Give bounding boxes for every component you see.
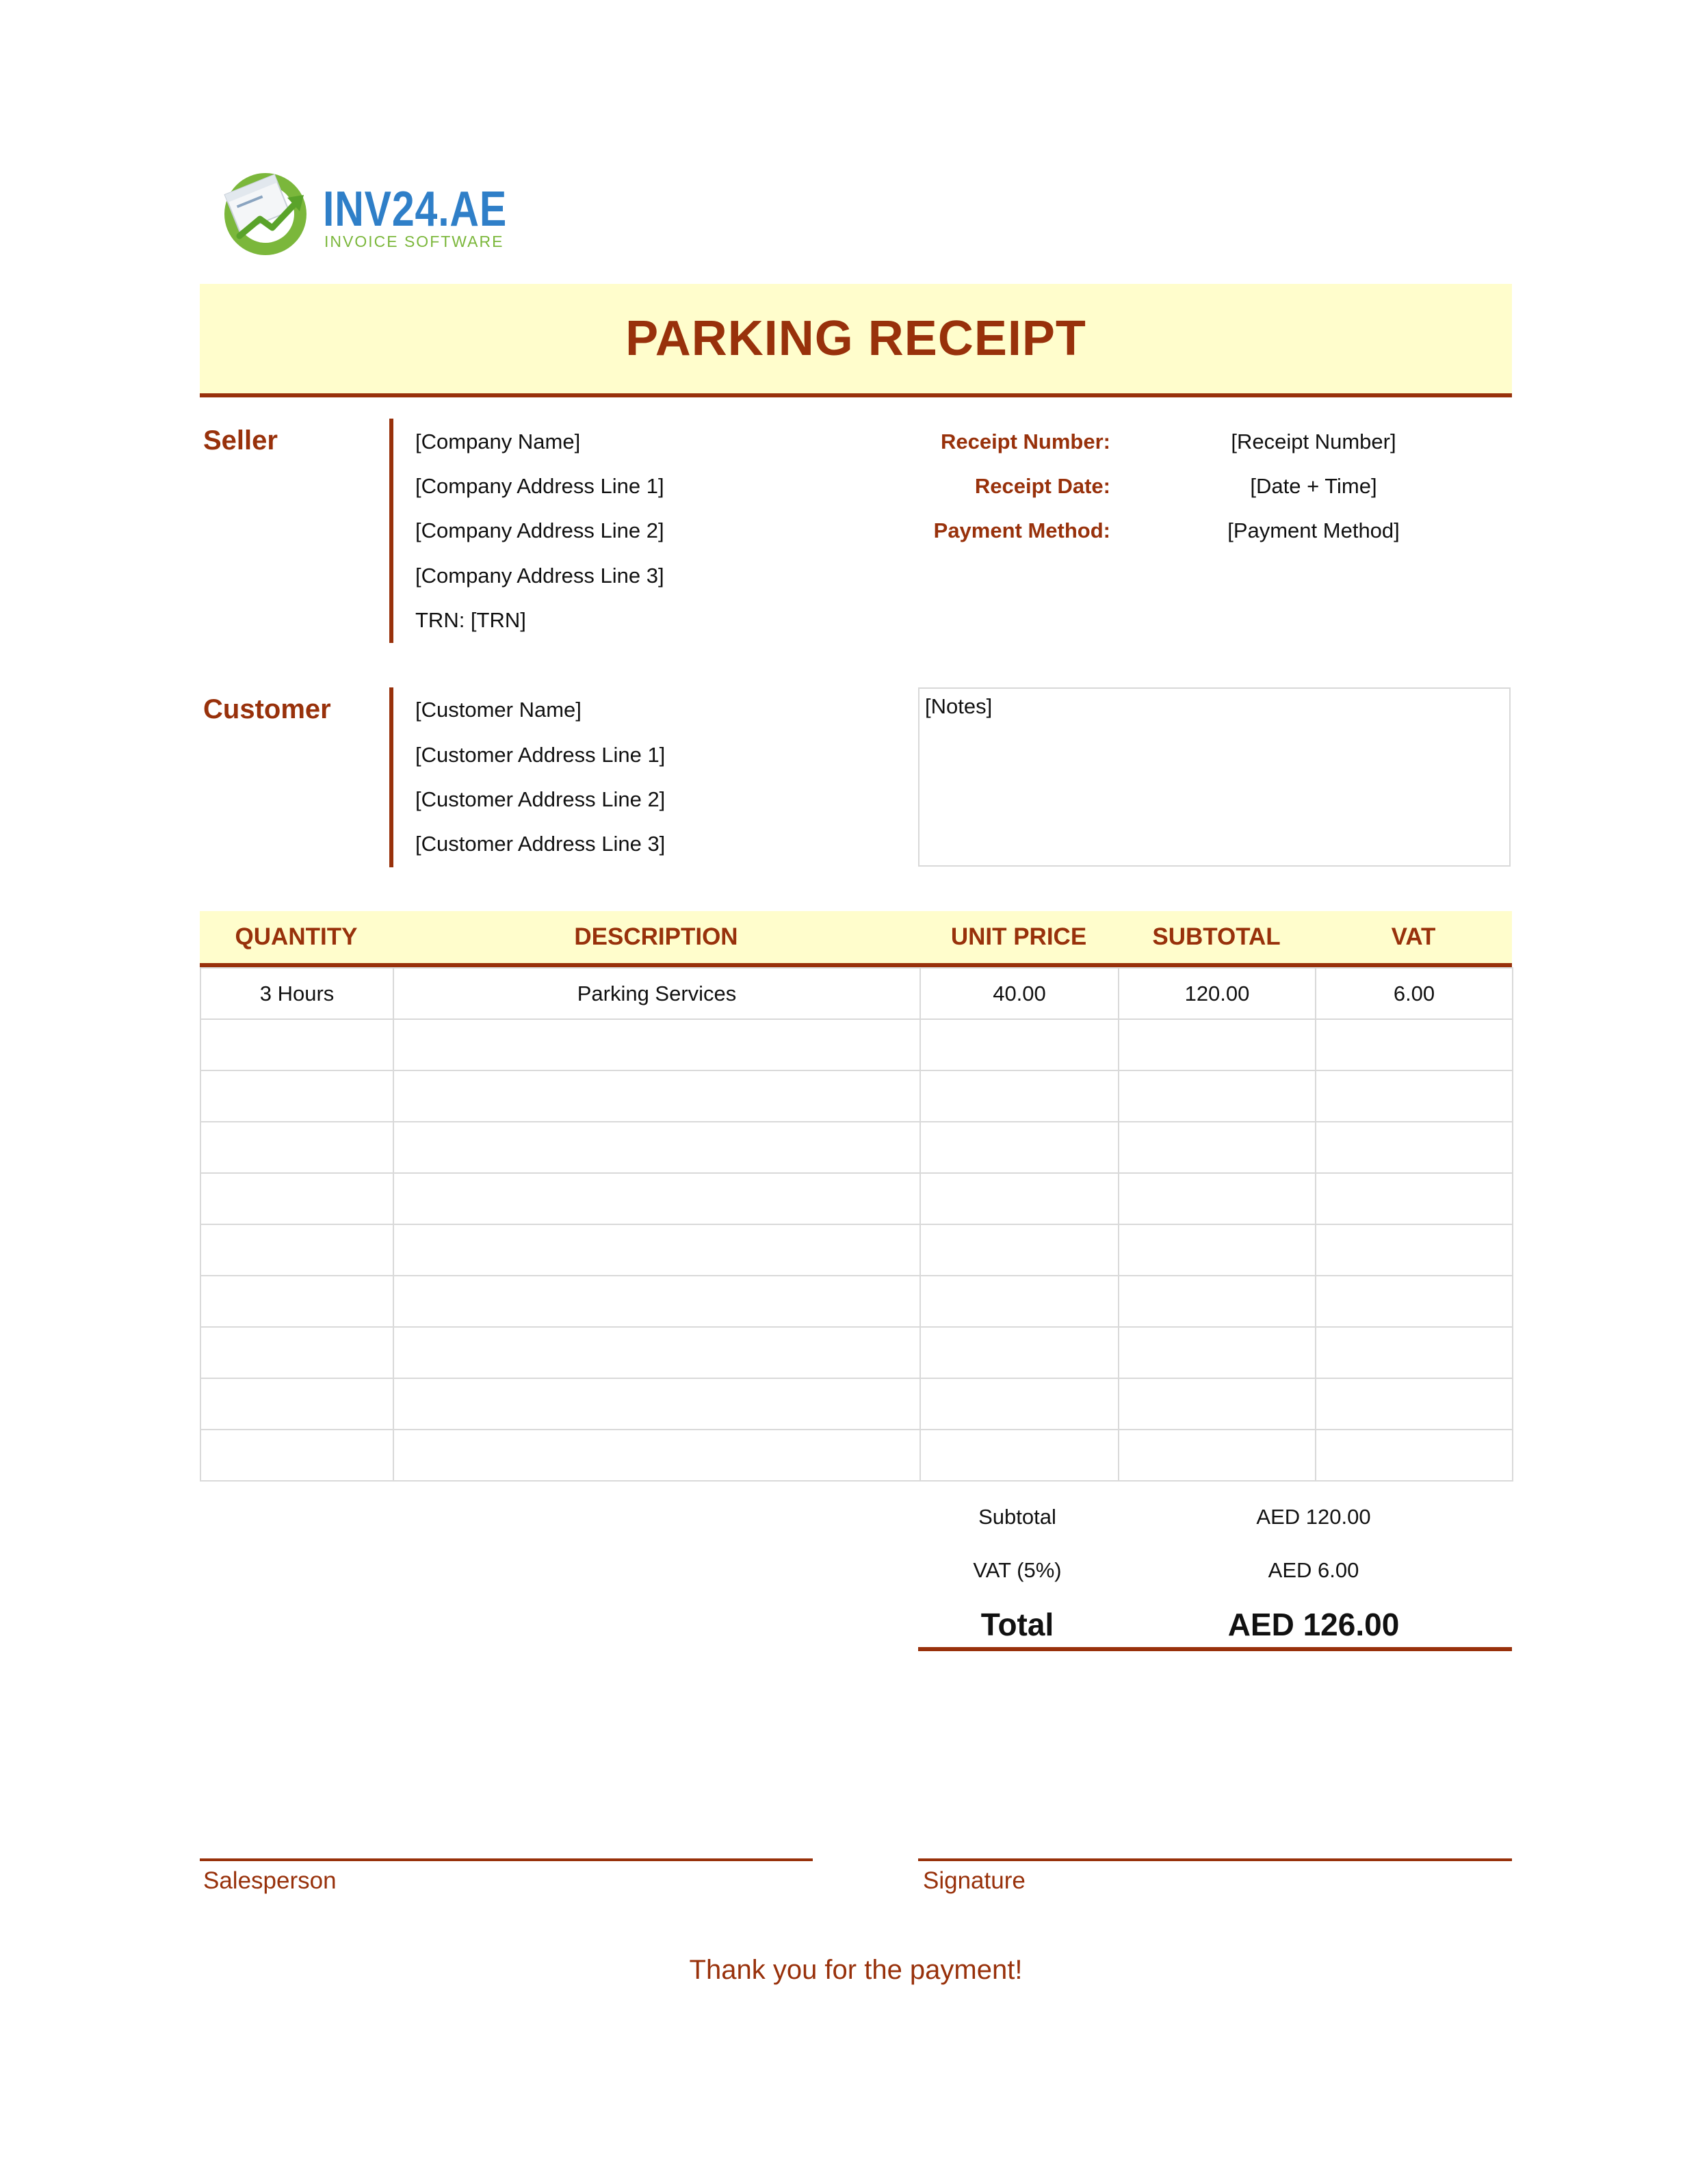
cell-subtotal[interactable] (1119, 1430, 1316, 1481)
signature-line (918, 1858, 1512, 1861)
customer-name: [Customer Name] (415, 698, 582, 722)
table-row (200, 1173, 1513, 1224)
table-row (200, 1070, 1513, 1122)
cell-quantity[interactable] (200, 1070, 393, 1122)
cell-vat[interactable] (1316, 1173, 1513, 1224)
cell-subtotal[interactable] (1119, 1122, 1316, 1173)
cell-vat[interactable] (1316, 1276, 1513, 1327)
cell-vat[interactable] (1316, 1019, 1513, 1070)
items-table-header (200, 911, 1512, 967)
cell-unit-price[interactable] (920, 1122, 1119, 1173)
cell-subtotal[interactable] (1119, 1070, 1316, 1122)
cell-unit-price[interactable] (920, 1070, 1119, 1122)
header-unit-price: UNIT PRICE (950, 923, 1087, 950)
cell-unit-price[interactable] (920, 1378, 1119, 1430)
customer-label: Customer (203, 694, 331, 724)
table-row (200, 968, 1513, 1019)
cell-description[interactable] (393, 1430, 920, 1481)
receipt-date-value: [Date + Time] (1250, 474, 1377, 498)
salesperson-label: Salesperson (203, 1867, 337, 1894)
page-title: PARKING RECEIPT (625, 311, 1086, 366)
header-quantity: QUANTITY (235, 923, 358, 950)
cell-unit-price[interactable]: 40.00 (920, 968, 1119, 1019)
receipt-date-label: Receipt Date: (974, 474, 1110, 498)
cell-description[interactable] (393, 1122, 920, 1173)
header-description: DESCRIPTION (574, 923, 738, 950)
payment-method-label: Payment Method: (933, 518, 1110, 542)
table-row (200, 1378, 1513, 1430)
salesperson-line (200, 1858, 813, 1861)
cell-description[interactable] (393, 1070, 920, 1122)
seller-company-name: [Company Name] (415, 430, 581, 453)
seller-label: Seller (203, 425, 278, 456)
vat-value: AED 6.00 (1268, 1558, 1359, 1582)
title-band (200, 284, 1512, 397)
cell-subtotal[interactable] (1119, 1327, 1316, 1378)
cell-quantity[interactable] (200, 1122, 393, 1173)
cell-description[interactable] (393, 1276, 920, 1327)
cell-unit-price[interactable] (920, 1430, 1119, 1481)
logo-icon (219, 168, 322, 260)
cell-unit-price[interactable] (920, 1276, 1119, 1327)
seller-address-line-2: [Company Address Line 2] (415, 518, 664, 542)
cell-vat[interactable] (1316, 1327, 1513, 1378)
seller-address-line-1: [Company Address Line 1] (415, 474, 664, 498)
cell-vat[interactable] (1316, 1224, 1513, 1276)
seller-address-line-3: [Company Address Line 3] (415, 564, 664, 588)
cell-description[interactable] (393, 1224, 920, 1276)
customer-address-line-1: [Customer Address Line 1] (415, 743, 666, 767)
cell-subtotal[interactable]: 120.00 (1119, 968, 1316, 1019)
cell-quantity[interactable] (200, 1276, 393, 1327)
subtotal-label: Subtotal (978, 1505, 1056, 1529)
table-row (200, 1430, 1513, 1481)
cell-subtotal[interactable] (1119, 1276, 1316, 1327)
cell-quantity[interactable]: 3 Hours (200, 968, 393, 1019)
cell-quantity[interactable] (200, 1173, 393, 1224)
cell-description[interactable] (393, 1378, 920, 1430)
cell-description[interactable]: Parking Services (393, 968, 920, 1019)
header-vat: VAT (1391, 923, 1436, 950)
total-value: AED 126.00 (1227, 1607, 1400, 1642)
items-table (200, 967, 1512, 1482)
signature-label: Signature (923, 1867, 1026, 1894)
cell-quantity[interactable] (200, 1378, 393, 1430)
receipt-number-value: [Receipt Number] (1231, 430, 1396, 453)
header-subtotal: SUBTOTAL (1152, 923, 1281, 950)
vat-label: VAT (5%) (973, 1558, 1062, 1582)
seller-trn: TRN: [TRN] (415, 608, 526, 632)
logo-tagline: INVOICE SOFTWARE (324, 233, 504, 250)
cell-vat[interactable]: 6.00 (1316, 968, 1513, 1019)
cell-vat[interactable] (1316, 1122, 1513, 1173)
total-underline (918, 1647, 1512, 1651)
cell-subtotal[interactable] (1119, 1019, 1316, 1070)
cell-description[interactable] (393, 1327, 920, 1378)
cell-quantity[interactable] (200, 1224, 393, 1276)
table-row (200, 1122, 1513, 1173)
cell-quantity[interactable] (200, 1019, 393, 1070)
cell-quantity[interactable] (200, 1327, 393, 1378)
total-label: Total (980, 1607, 1054, 1642)
notes-text: [Notes] (925, 694, 993, 718)
cell-unit-price[interactable] (920, 1019, 1119, 1070)
customer-address-line-2: [Customer Address Line 2] (415, 787, 666, 811)
table-row (200, 1019, 1513, 1070)
cell-subtotal[interactable] (1119, 1378, 1316, 1430)
cell-vat[interactable] (1316, 1070, 1513, 1122)
cell-vat[interactable] (1316, 1430, 1513, 1481)
table-row (200, 1327, 1513, 1378)
table-row (200, 1276, 1513, 1327)
cell-quantity[interactable] (200, 1430, 393, 1481)
cell-description[interactable] (393, 1019, 920, 1070)
subtotal-value: AED 120.00 (1256, 1505, 1371, 1529)
logo-wordmark: INV24.AE (323, 182, 508, 237)
thank-you-message: Thank you for the payment! (689, 1955, 1023, 1985)
customer-divider (389, 687, 393, 867)
cell-unit-price[interactable] (920, 1173, 1119, 1224)
notes-box[interactable] (918, 687, 1511, 867)
cell-subtotal[interactable] (1119, 1173, 1316, 1224)
seller-divider (389, 419, 393, 643)
receipt-number-label: Receipt Number: (940, 430, 1110, 453)
cell-subtotal[interactable] (1119, 1224, 1316, 1276)
table-row (200, 1224, 1513, 1276)
cell-vat[interactable] (1316, 1378, 1513, 1430)
cell-unit-price[interactable] (920, 1224, 1119, 1276)
customer-address-line-3: [Customer Address Line 3] (415, 832, 666, 856)
payment-method-value: [Payment Method] (1227, 518, 1400, 542)
cell-unit-price[interactable] (920, 1327, 1119, 1378)
cell-description[interactable] (393, 1173, 920, 1224)
